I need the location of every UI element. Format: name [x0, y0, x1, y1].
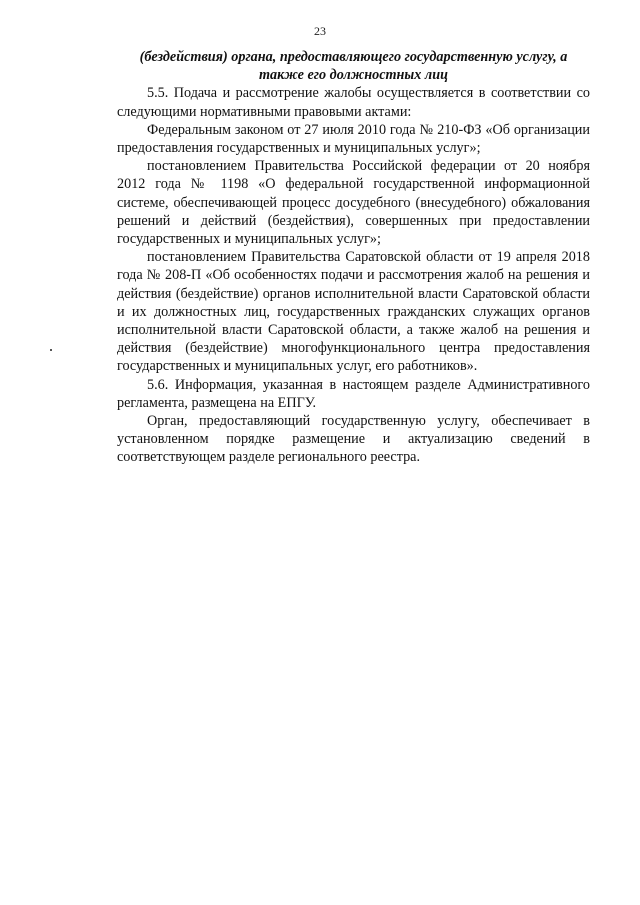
document-body — [117, 48, 590, 467]
scan-speck — [50, 349, 52, 351]
paragraph-saratov-decree: постановлением Правительства Саратовской области от 19 апреля 2018 года № 208-П «Об особенностях подачи и рассмотрения жалоб на решения и действия (бездействие) органов исполнительной власти Саратовской области и их должностных лиц, государственных гражданских служащих органов исполнительной власти Саратовской области, а также жалоб на решения и действия (бездействие) многофункционального центра предоставления государственных и муниципальных услуг, его работников». — [117, 249, 590, 375]
paragraph-registry: Орган, предоставляющий государственную услугу, обеспечивает в установленном порядке размещение и актуализацию сведений в соответствующем разделе регионального реестра. — [117, 413, 590, 466]
page-number: 23 — [314, 24, 326, 38]
paragraph-5-6: 5.6. Информация, указанная в настоящем разделе Административного регламента, размещена на ЕПГУ. — [117, 376, 590, 411]
paragraph-federal-law: Федеральным законом от 27 июля 2010 года № 210-ФЗ «Об организации предоставления государственных и муниципальных услуг»; — [117, 121, 590, 157]
paragraph-rf-decree: постановлением Правительства Российской федерации от 20 ноября 2012 года № 1198 «О федеральной государственной информационной системе, обеспечивающей процесс досудебного (внесудебного) обжалования решений и действий (бездействия), совершенных при предоставлении государственных и муниципальных услуг»; — [117, 158, 590, 248]
paragraph-5-5: 5.5. Подача и рассмотрение жалобы осуществляется в соответствии со следующими нормативными правовыми актами: — [117, 85, 590, 120]
section-heading: (бездействия) органа, предоставляющего государственную услугу, а также его должностных лиц — [139, 49, 568, 84]
